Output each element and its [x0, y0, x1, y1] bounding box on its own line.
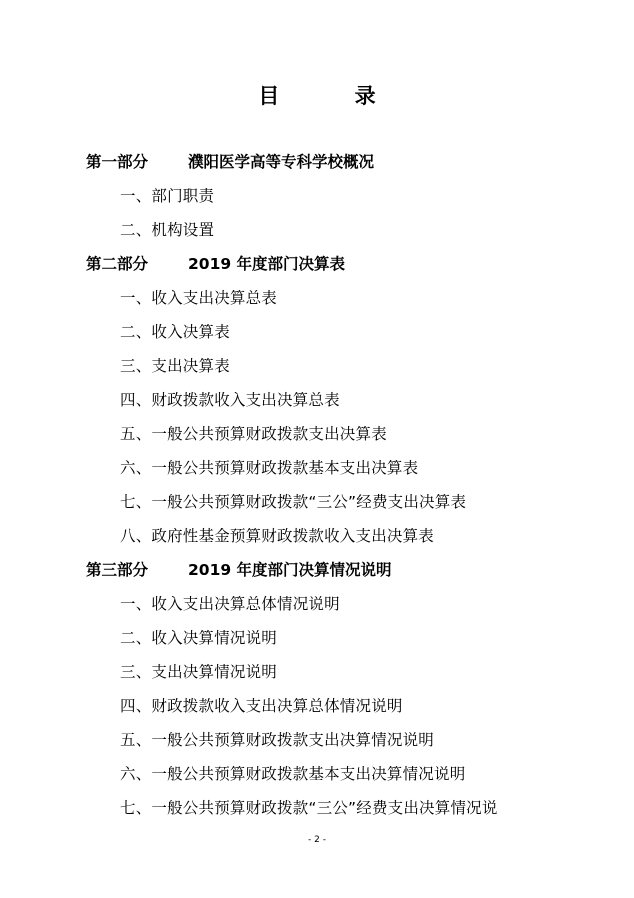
toc-item: 六、一般公共预算财政拨款基本支出决算情况说明: [120, 765, 466, 783]
toc-item: 二、机构设置: [120, 221, 215, 239]
toc-part-heading: [86, 558, 606, 592]
table-of-contents: [86, 150, 606, 830]
toc-item: 五、一般公共预算财政拨款支出决算表: [120, 425, 387, 443]
part-title: 2019 年度部门决算表: [188, 255, 346, 273]
part-label: 第一部分: [86, 153, 149, 171]
toc-item: 四、财政拨款收入支出决算总体情况说明: [120, 697, 403, 715]
part-title: 2019 年度部门决算情况说明: [188, 561, 392, 579]
toc-item: 七、一般公共预算财政拨款“三公”经费支出决算情况说: [120, 799, 498, 817]
toc-section-1: [86, 150, 606, 252]
toc-section-3: [86, 558, 606, 830]
toc-item: 七、一般公共预算财政拨款“三公”经费支出决算表: [120, 493, 467, 511]
page-number: - 2 -: [308, 835, 326, 845]
toc-section-2: [86, 252, 606, 558]
toc-item: 二、收入决算表: [120, 323, 230, 341]
toc-item: 二、收入决算情况说明: [120, 629, 278, 647]
toc-item: 三、支出决算情况说明: [120, 663, 278, 681]
toc-item: 一、部门职责: [120, 187, 215, 205]
toc-item: 一、收入支出决算总表: [120, 289, 278, 307]
toc-title: 目 录: [258, 84, 410, 108]
toc-item: 八、政府性基金预算财政拨款收入支出决算表: [120, 527, 435, 545]
toc-part-heading: [86, 150, 606, 184]
toc-part-heading: [86, 252, 606, 286]
toc-item: 五、一般公共预算财政拨款支出决算情况说明: [120, 731, 435, 749]
part-title: 濮阳医学高等专科学校概况: [188, 153, 375, 171]
toc-item: 一、收入支出决算总体情况说明: [120, 595, 340, 613]
toc-item: 六、一般公共预算财政拨款基本支出决算表: [120, 459, 419, 477]
part-label: 第三部分: [86, 561, 149, 579]
toc-item: 四、财政拨款收入支出决算总表: [120, 391, 340, 409]
toc-item: 三、支出决算表: [120, 357, 230, 375]
part-label: 第二部分: [86, 255, 149, 273]
